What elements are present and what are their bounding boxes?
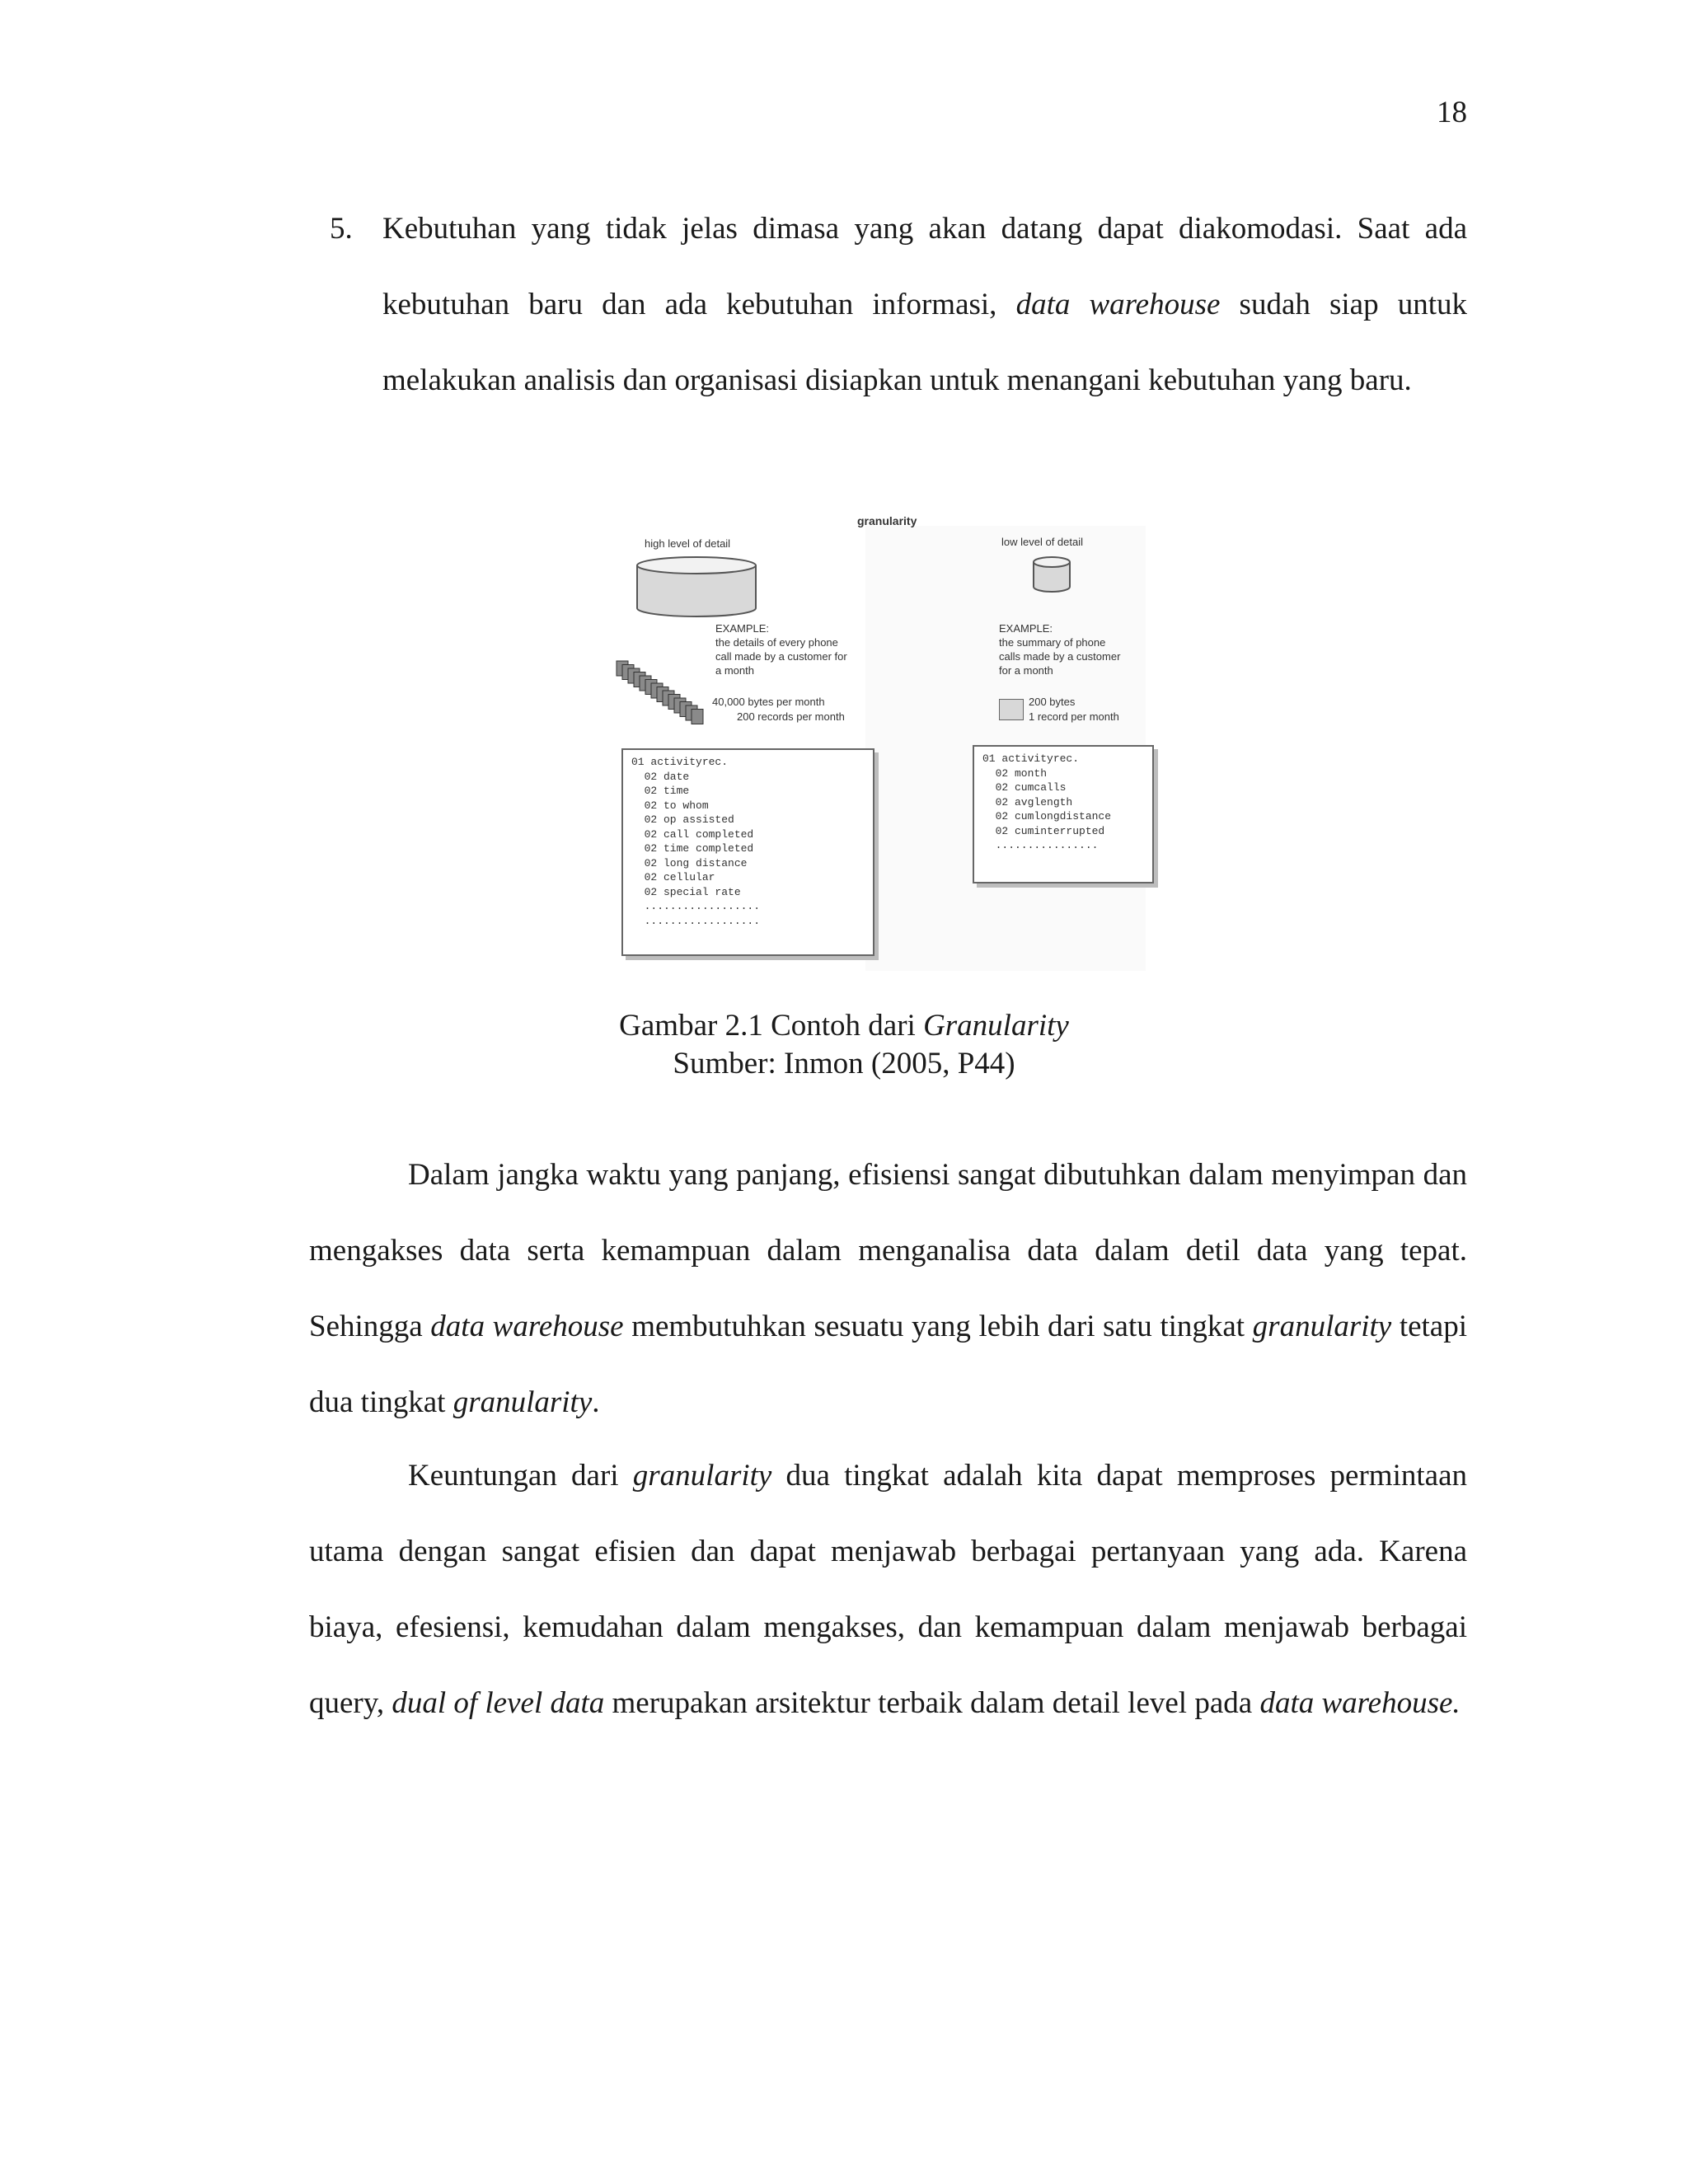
left-bytes: 40,000 bytes per month (712, 696, 825, 708)
left-example-line: call made by a customer for (715, 650, 847, 663)
code-line: 02 time (631, 785, 690, 797)
text-run: Kebutuhan yang tidak jelas dimasa yang akan datang dapat diakomodasi. Saat ada kebutuhan baru dan ada kebutuhan informasi, (382, 212, 1467, 321)
right-bytes: 200 bytes (1029, 696, 1076, 708)
code-line: 01 activityrec. (982, 752, 1080, 765)
code-line: 02 call completed (631, 827, 754, 841)
code-line: .................. (631, 914, 761, 927)
right-example-line: for a month (999, 664, 1053, 677)
code-line: 02 cumcalls (982, 781, 1067, 794)
italic-term: data warehouse (430, 1310, 624, 1343)
paragraph-1 (309, 1137, 1467, 1441)
caption-italic: Granularity (923, 1009, 1069, 1043)
figure-title: granularity (857, 514, 917, 527)
right-level-label: low level of detail (1001, 536, 1083, 548)
italic-term: granularity (1252, 1310, 1392, 1343)
left-records: 200 records per month (737, 710, 845, 723)
code-line: .................. (631, 900, 761, 912)
list-text (382, 191, 1467, 419)
text-run: . (592, 1385, 600, 1419)
caption-prefix: Gambar 2.1 Contoh dari (619, 1009, 924, 1043)
code-line: 01 activityrec. (631, 756, 729, 768)
large-database-icon (635, 554, 758, 620)
record-card (692, 710, 703, 724)
text-run: membutuhkan sesuatu yang lebih dari satu tingkat (623, 1310, 1253, 1343)
code-line: 02 to whom (631, 799, 709, 812)
right-example-line: EXAMPLE: (999, 622, 1053, 635)
right-code-lines (982, 752, 1144, 853)
code-line: 02 op assisted (631, 813, 734, 826)
paragraph-2 (309, 1438, 1467, 1741)
right-example-line: calls made by a customer (999, 650, 1121, 663)
italic-term: data warehouse. (1259, 1686, 1461, 1720)
code-line: 02 date (631, 770, 690, 783)
text-run: merupakan arsitektur terbaik dalam detail level pada (604, 1686, 1260, 1720)
granularity-figure (610, 504, 1154, 966)
text-run: Keuntungan dari (408, 1459, 633, 1493)
right-code-box (973, 745, 1154, 883)
text-run: dua tingkat adalah kita dapat memproses permintaan utama dengan sangat efisien dan dapat menjawab berbagai pertanyaan yang ada. Karena biaya, efesiensi, kemudahan dalam mengakses, dan kemampuan dalam menjawab berbagai query, (309, 1459, 1467, 1720)
code-line: 02 special rate (631, 885, 741, 898)
right-example-line: the summary of phone (999, 636, 1106, 649)
page-number: 18 (1437, 96, 1467, 129)
code-line: 02 avglength (982, 795, 1073, 808)
single-record-icon (999, 699, 1024, 720)
left-code-box (621, 748, 874, 956)
figure-caption-title (0, 1007, 1688, 1045)
figure-caption-source: Sumber: Inmon (2005, P44) (673, 1047, 1015, 1080)
text-run: tetapi dua tingkat (309, 1310, 1468, 1419)
text-run: Dalam jangka waktu yang panjang, efisiensi sangat dibutuhkan dalam menyimpan dan mengakses data serta kemampuan dalam menganalisa data dalam detil data yang tepat. Sehingga (309, 1158, 1467, 1343)
italic-term: granularity (632, 1459, 772, 1493)
code-line: 02 month (982, 766, 1048, 780)
right-example (999, 621, 1120, 677)
left-code-lines (631, 755, 865, 928)
code-line: 02 cumlongdistance (982, 810, 1112, 823)
code-line: 02 cuminterrupted (982, 824, 1105, 837)
text-run: sudah siap untuk melakukan analisis dan organisasi disiapkan untuk menangani kebutuhan yang baru. (382, 288, 1467, 397)
left-example-line: a month (715, 664, 754, 677)
italic-term: granularity (452, 1385, 593, 1419)
code-line: 02 cellular (631, 871, 715, 883)
italic-term: data warehouse (1015, 288, 1221, 321)
left-example-line: EXAMPLE: (715, 622, 770, 635)
italic-term: dual of level data (392, 1686, 605, 1720)
small-database-icon (1032, 554, 1073, 595)
left-example-line: the details of every phone (715, 636, 838, 649)
code-line: ................ (982, 839, 1099, 851)
left-example (715, 621, 847, 677)
list-number: 5. (330, 212, 353, 246)
stacked-records-icon (610, 658, 725, 732)
left-level-label: high level of detail (645, 537, 731, 550)
list-item-5 (330, 191, 1467, 419)
code-line: 02 long distance (631, 856, 748, 869)
code-line: 02 time completed (631, 842, 754, 855)
right-records: 1 record per month (1029, 710, 1119, 723)
